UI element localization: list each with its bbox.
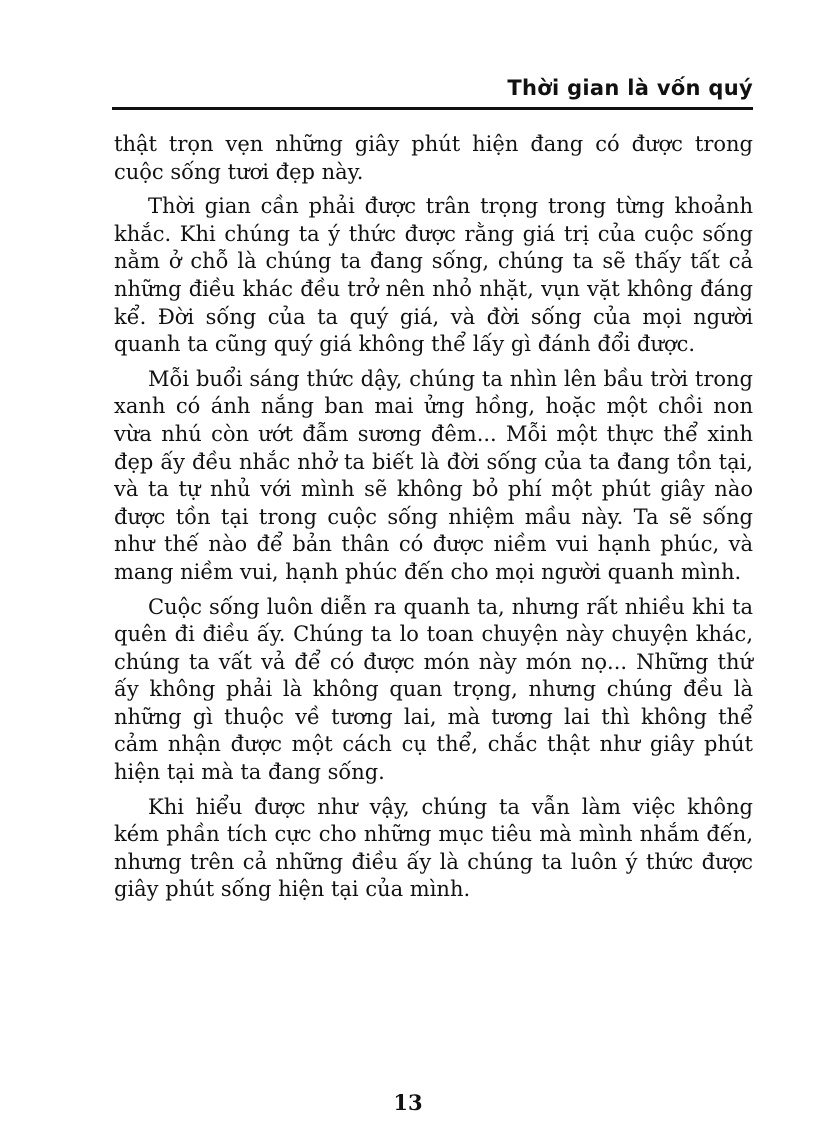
paragraph: Cuộc sống luôn diễn ra quanh ta, nhưng rất nhiều khi ta quên đi điều ấy. Chúng ta lo toan chuyện này chuyện khác, chúng ta vất vả để có được món này món nọ... Những thứ ấy không phải là không quan trọng, nhưng chúng đều là những gì thuộc về tương lai, mà tương lai thì không thể cảm nhận được một cách cụ thể, chắc thật như giây phút hiện tại mà ta đang sống. [114,594,753,785]
body-text [114,131,753,911]
paragraph: Khi hiểu được như vậy, chúng ta vẫn làm việc không kém phần tích cực cho những mục tiêu mà mình nhắm đến, nhưng trên cả những điều ấy là chúng ta luôn ý thức được giây phút sống hiện tại của mình. [114,794,753,902]
paragraph-continuation: thật trọn vẹn những giây phút hiện đang có được trong cuộc sống tươi đẹp này. [114,132,753,184]
running-header-title: Thời gian là vốn quý [507,76,753,100]
header-rule [112,107,753,110]
paragraph: Thời gian cần phải được trân trọng trong từng khoảnh khắc. Khi chúng ta ý thức được rằng giá trị của cuộc sống nằm ở chỗ là chúng ta đang sống, chúng ta sẽ thấy tất cả những điều khác đều trở nên nhỏ nhặt, vụn vặt không đáng kể. Đời sống của ta quý giá, và đời sống của mọi người quanh ta cũng quý giá không thể lấy gì đánh đổi được. [114,194,753,357]
page-number: 13 [393,1090,423,1115]
paragraph: Mỗi buổi sáng thức dậy, chúng ta nhìn lên bầu trời trong xanh có ánh nắng ban mai ửng hồng, hoặc một chồi non vừa nhú còn ướt đẫm sương đêm... Mỗi một thực thể xinh đẹp ấy đều nhắc nhở ta biết là đời sống của ta đang tồn tại, và ta tự nhủ với mình sẽ không bỏ phí một phút giây nào được tồn tại trong cuộc sống nhiệm mầu này. Ta sẽ sống như thế nào để bản thân có được niềm vui hạnh phúc, và mang niềm vui, hạnh phúc đến cho mọi người quanh mình. [114,366,753,584]
